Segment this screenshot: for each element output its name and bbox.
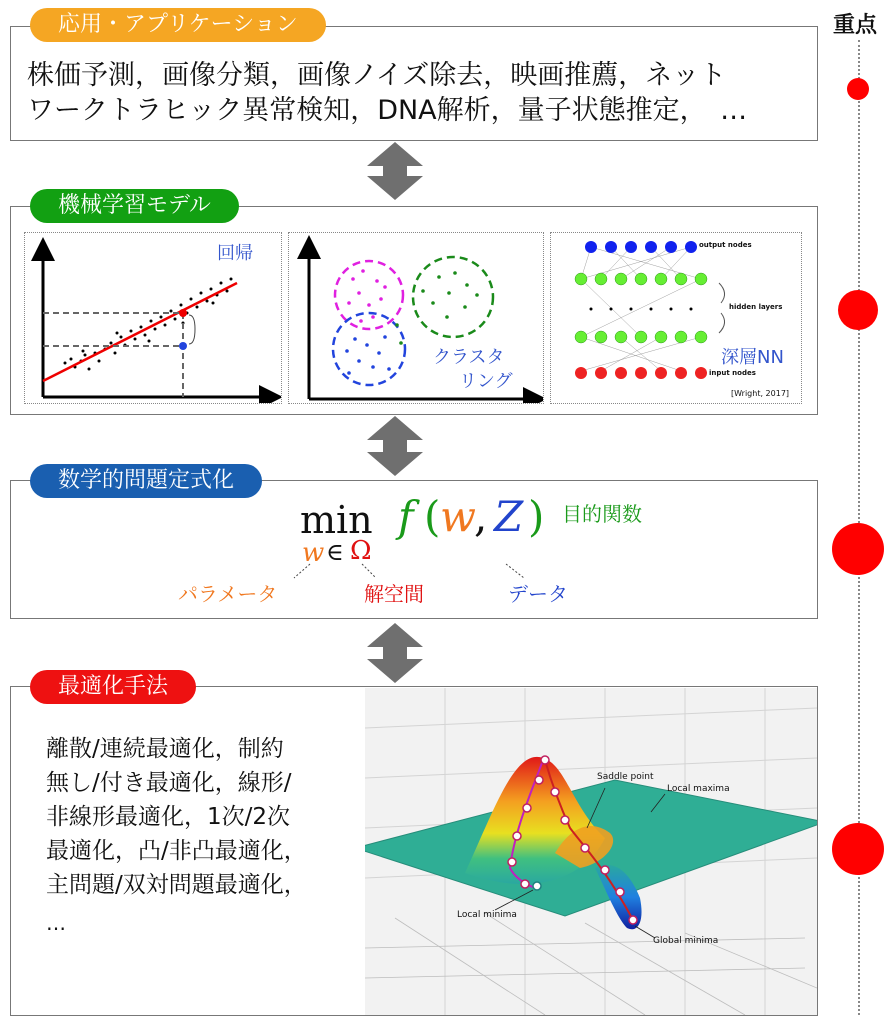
formulation-title: 数学的問題定式化	[30, 464, 262, 498]
space-label: 解空間	[364, 582, 424, 606]
nn-diagram	[551, 233, 802, 404]
clustering-label-1: クラスタ	[433, 347, 505, 368]
saddle-point-label: Saddle point	[597, 772, 654, 782]
formula-subscript-in: ∈	[326, 538, 344, 566]
local-minima-label: Local minima	[457, 910, 517, 920]
formula-w: w	[440, 492, 476, 541]
priority-label: 重点	[833, 13, 878, 38]
formula-close-paren: )	[528, 492, 545, 541]
loss-surface-plot	[365, 688, 817, 1015]
loss-surface-svg	[365, 688, 817, 1015]
formula-min: min	[300, 498, 373, 542]
nn-output-label: output nodes	[699, 241, 752, 249]
optimization-line-6: …	[46, 911, 66, 935]
nn-citation: [Wright, 2017]	[731, 389, 790, 398]
double-arrow-icon	[365, 142, 425, 200]
optimization-line-3: 非線形最適化，1次/2次	[46, 804, 291, 830]
data-label: データ	[508, 582, 568, 606]
regression-label: 回帰	[217, 243, 253, 264]
clustering-panel	[288, 232, 544, 404]
formula-open-paren: (	[424, 492, 441, 541]
optimization-line-4: 最適化，凸/非凸最適化，	[46, 838, 307, 864]
clustering-label-2: リング	[459, 371, 513, 392]
formula-f: f	[398, 492, 414, 541]
applications-line-1: 株価予測，画像分類，画像ノイズ除去，映画推薦，ネット	[27, 60, 727, 91]
formula-comma: ,	[474, 492, 488, 541]
nn-label: 深層NN	[721, 347, 784, 368]
priority-dot-applications	[847, 78, 869, 100]
global-minima-label: Global minima	[653, 936, 719, 946]
formula-subscript-omega: Ω	[350, 536, 372, 566]
objective-label: 目的関数	[562, 502, 642, 526]
optimization-title: 最適化手法	[30, 670, 196, 704]
local-maxima-label: Local maxima	[667, 784, 730, 794]
applications-line-2: ワークトラヒック異常検知，DNA解析，量子状態推定， …	[27, 95, 748, 126]
applications-title: 応用・アプリケーション	[30, 8, 326, 42]
ml-models-title: 機械学習モデル	[30, 189, 239, 223]
optimization-line-2: 無し/付き最適化，線形/	[46, 770, 292, 796]
nn-hidden-label: hidden layers	[729, 303, 783, 311]
optimization-line-1: 離散/連続最適化，制約	[46, 736, 284, 762]
optimization-line-5: 主問題/双対問題最適化，	[46, 872, 307, 898]
priority-dot-optimization	[832, 823, 884, 875]
double-arrow-icon	[365, 416, 425, 476]
param-label: パラメータ	[178, 582, 278, 606]
priority-dot-ml-models	[838, 290, 878, 330]
formula-z: Z	[494, 492, 524, 541]
formula-subscript-w: w	[302, 538, 325, 568]
priority-dot-formulation	[832, 523, 884, 575]
regression-panel	[24, 232, 282, 404]
double-arrow-icon	[365, 623, 425, 683]
nn-panel	[550, 232, 802, 404]
nn-input-label: input nodes	[709, 369, 756, 377]
